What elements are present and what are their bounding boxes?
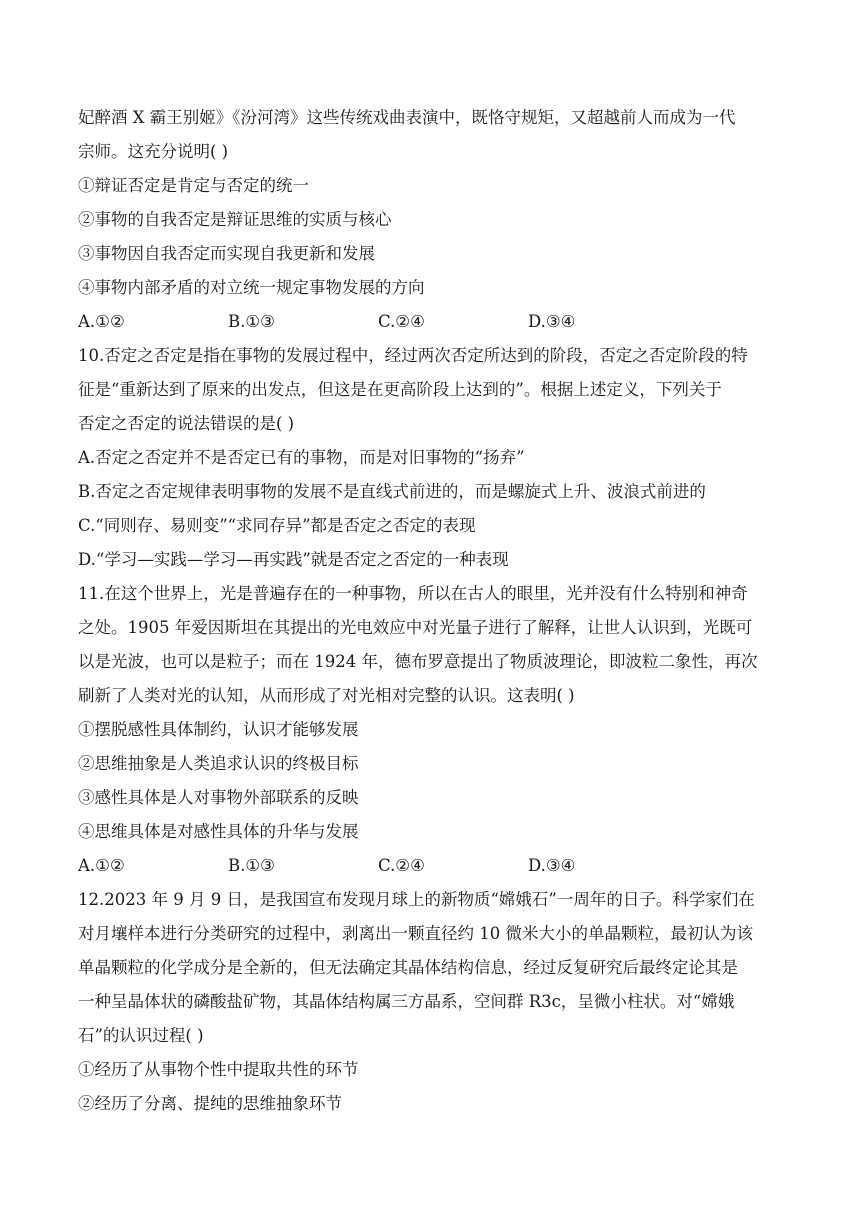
statement-item: ②经历了分离、提纯的思维抽象环节 [78, 1094, 342, 1113]
question-stem-line: 对月壤样本进行分类研究的过程中，剥离出一颗直径约 10 微米大小的单晶颗粒，最初认为该 [78, 924, 753, 943]
question-12 [78, 883, 790, 1121]
question-stem-line: 石”的认识过程( ) [78, 1026, 204, 1045]
option-b: B.①③ [228, 856, 275, 875]
question-9 [78, 101, 790, 339]
option-c: C.②④ [378, 856, 425, 875]
option-b: B.①③ [228, 312, 275, 331]
answer-option: C.“同则存、易则变”“求同存异”都是否定之否定的表现 [78, 516, 476, 535]
question-10 [78, 339, 790, 577]
question-stem-line: 以是光波，也可以是粒子；而在 1924 年，德布罗意提出了物质波理论，即波粒二象性，再次 [78, 652, 758, 671]
statement-item: ①经历了从事物个性中提取共性的环节 [78, 1060, 359, 1079]
question-stem-line: 妃醉酒 X 霸王别姬》《汾河湾》这些传统戏曲表演中，既恪守规矩，又超越前人而成为一代 [78, 108, 736, 127]
statement-item: ④事物内部矛盾的对立统一规定事物发展的方向 [78, 278, 425, 297]
answer-option: B.否定之否定规律表明事物的发展不是直线式前进的，而是螺旋式上升、波浪式前进的 [78, 482, 706, 501]
statement-item: ③感性具体是人对事物外部联系的反映 [78, 788, 359, 807]
option-a: A.①② [78, 312, 125, 331]
question-stem-line: 否定之否定的说法错误的是( ) [78, 414, 295, 433]
statement-item: ④思维具体是对感性具体的升华与发展 [78, 822, 359, 841]
statement-item: ③事物因自我否定而实现自我更新和发展 [78, 244, 375, 263]
option-d: D.③④ [528, 856, 576, 875]
question-stem-line: 刷新了人类对光的认知，从而形成了对光相对完整的认识。这表明( ) [78, 686, 575, 705]
question-content [78, 101, 790, 1121]
question-stem-line: 一种呈晶体状的磷酸盐矿物，其晶体结构属三方晶系，空间群 R3c，呈微小柱状。对“嫦娥 [78, 992, 735, 1011]
option-d: D.③④ [528, 312, 576, 331]
question-stem-line: 宗师。这充分说明( ) [78, 142, 229, 161]
question-stem-line: 之处。1905 年爱因斯坦在其提出的光电效应中对光量子进行了解释，让世人认识到，光既可 [78, 618, 753, 637]
question-stem-line: 12.2023 年 9 月 9 日，是我国宣布发现月球上的新物质“嫦娥石”一周年的日子。科学家们在 [78, 890, 755, 909]
answer-options [78, 305, 790, 339]
option-c: C.②④ [378, 312, 425, 331]
statement-item: ①辩证否定是肯定与否定的统一 [78, 176, 309, 195]
question-stem-line: 11.在这个世界上，光是普遍存在的一种事物，所以在古人的眼里，光并没有什么特别和神奇 [78, 584, 748, 603]
question-stem-line: 征是“重新达到了原来的出发点，但这是在更高阶段上达到的”。根据上述定义，下列关于 [78, 380, 722, 399]
answer-option: D.“学习—实践—学习—再实践”就是否定之否定的一种表现 [78, 550, 509, 569]
statement-item: ②事物的自我否定是辩证思维的实质与核心 [78, 210, 392, 229]
statement-item: ②思维抽象是人类追求认识的终极目标 [78, 754, 359, 773]
answer-options [78, 849, 790, 883]
question-stem-line: 10.否定之否定是指在事物的发展过程中，经过两次否定所达到的阶段，否定之否定阶段的特 [78, 346, 748, 365]
statement-item: ①摆脱感性具体制约，认识才能够发展 [78, 720, 359, 739]
question-11 [78, 577, 790, 883]
option-a: A.①② [78, 856, 125, 875]
answer-option: A.否定之否定并不是否定已有的事物，而是对旧事物的“扬弃” [78, 448, 525, 467]
question-stem-line: 单晶颗粒的化学成分是全新的，但无法确定其晶体结构信息，经过反复研究后最终定论其是 [78, 958, 738, 977]
